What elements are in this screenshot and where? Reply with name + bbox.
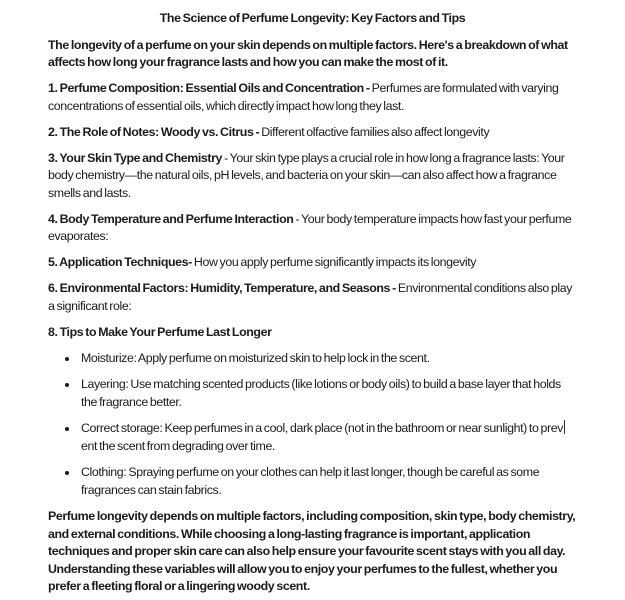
bullet-item-storage[interactable] xyxy=(79,420,577,455)
section-body: How you apply perfume significantly impacts its longevity xyxy=(191,255,477,269)
doc-title: The Science of Perfume Longevity: Key Factors and Tips xyxy=(159,11,466,25)
section-paragraph-4[interactable] xyxy=(48,211,577,246)
bullet-text-after-caret: ent the scent from degrading over time. xyxy=(81,438,275,453)
section-body: Different olfactive families also affect longevity xyxy=(259,124,490,139)
section-paragraph-3[interactable] xyxy=(48,150,577,203)
bullet-text: Layering: Use matching scented products (like lotions or body oils) to build a base layer that holds the fragrance better. xyxy=(81,377,561,409)
section-body: Perfumes are formulated with varying concentrations of essential oils, which directly impact how long they last. xyxy=(48,81,559,113)
section-lead: 4. Body Temperature and Perfume Interaction xyxy=(48,211,294,226)
section-lead: 2. The Role of Notes: Woody vs. Citrus - xyxy=(48,124,260,139)
intro-paragraph[interactable]: The longevity of a perfume on your skin depends on multiple factors. Here's a breakdown of what affects how long your fragrance lasts and how you can make the most of it. xyxy=(48,37,568,69)
bullet-item-clothing[interactable] xyxy=(79,464,577,499)
bullet-list xyxy=(48,350,577,500)
bullet-item-layering[interactable] xyxy=(79,376,577,411)
section-lead: 6. Environmental Factors: Humidity, Temperature, and Seasons - xyxy=(48,281,396,295)
section-body: - Your skin type plays a crucial role in how long a fragrance lasts: Your body chemistry—the natural oils, pH levels, and bacteria on your skin—can also affect how a fragrance smells and lasts. xyxy=(48,150,565,200)
bullet-text: Moisturize: Apply perfume on moisturized skin to help lock in the scent. xyxy=(81,350,430,365)
section-paragraph-1[interactable] xyxy=(48,80,577,115)
section-lead: 5. Application Techniques- xyxy=(48,255,192,269)
section-paragraph-6[interactable] xyxy=(48,280,577,315)
text-cursor-caret xyxy=(564,420,565,434)
conclusion-paragraph[interactable]: Perfume longevity depends on multiple factors, including composition, skin type, body chemistry, and external conditions. While choosing a long-lasting fragrance is important, application techniques and proper skin care can also help ensure your favourite scent stays with you all day. Understanding these variables will allow you to enjoy your perfumes to the fullest, whether you prefer a fleeting floral or a lingering woody scent. xyxy=(48,509,576,593)
tips-heading[interactable]: 8. Tips to Make Your Perfume Last Longer xyxy=(48,324,272,339)
bullet-item-moisturize[interactable] xyxy=(79,350,577,368)
bullet-text: Clothing: Spraying perfume on your clothes can help it last longer, though be careful as some fragrances can stain fabrics. xyxy=(81,465,540,497)
section-body: - Your body temperature impacts how fast your perfume evaporates: xyxy=(48,211,572,243)
section-paragraph-2[interactable] xyxy=(48,124,577,142)
section-lead: 3. Your Skin Type and Chemistry xyxy=(48,150,223,165)
section-paragraph-5[interactable] xyxy=(48,254,577,272)
section-lead: 1. Perfume Composition: Essential Oils and Concentration - xyxy=(48,81,370,95)
bullet-text-before-caret: Correct storage: Keep perfumes in a cool, dark place (not in the bathroom or near sunlight) to prev xyxy=(81,421,563,435)
section-body: Environmental conditions also play a significant role: xyxy=(48,281,573,313)
